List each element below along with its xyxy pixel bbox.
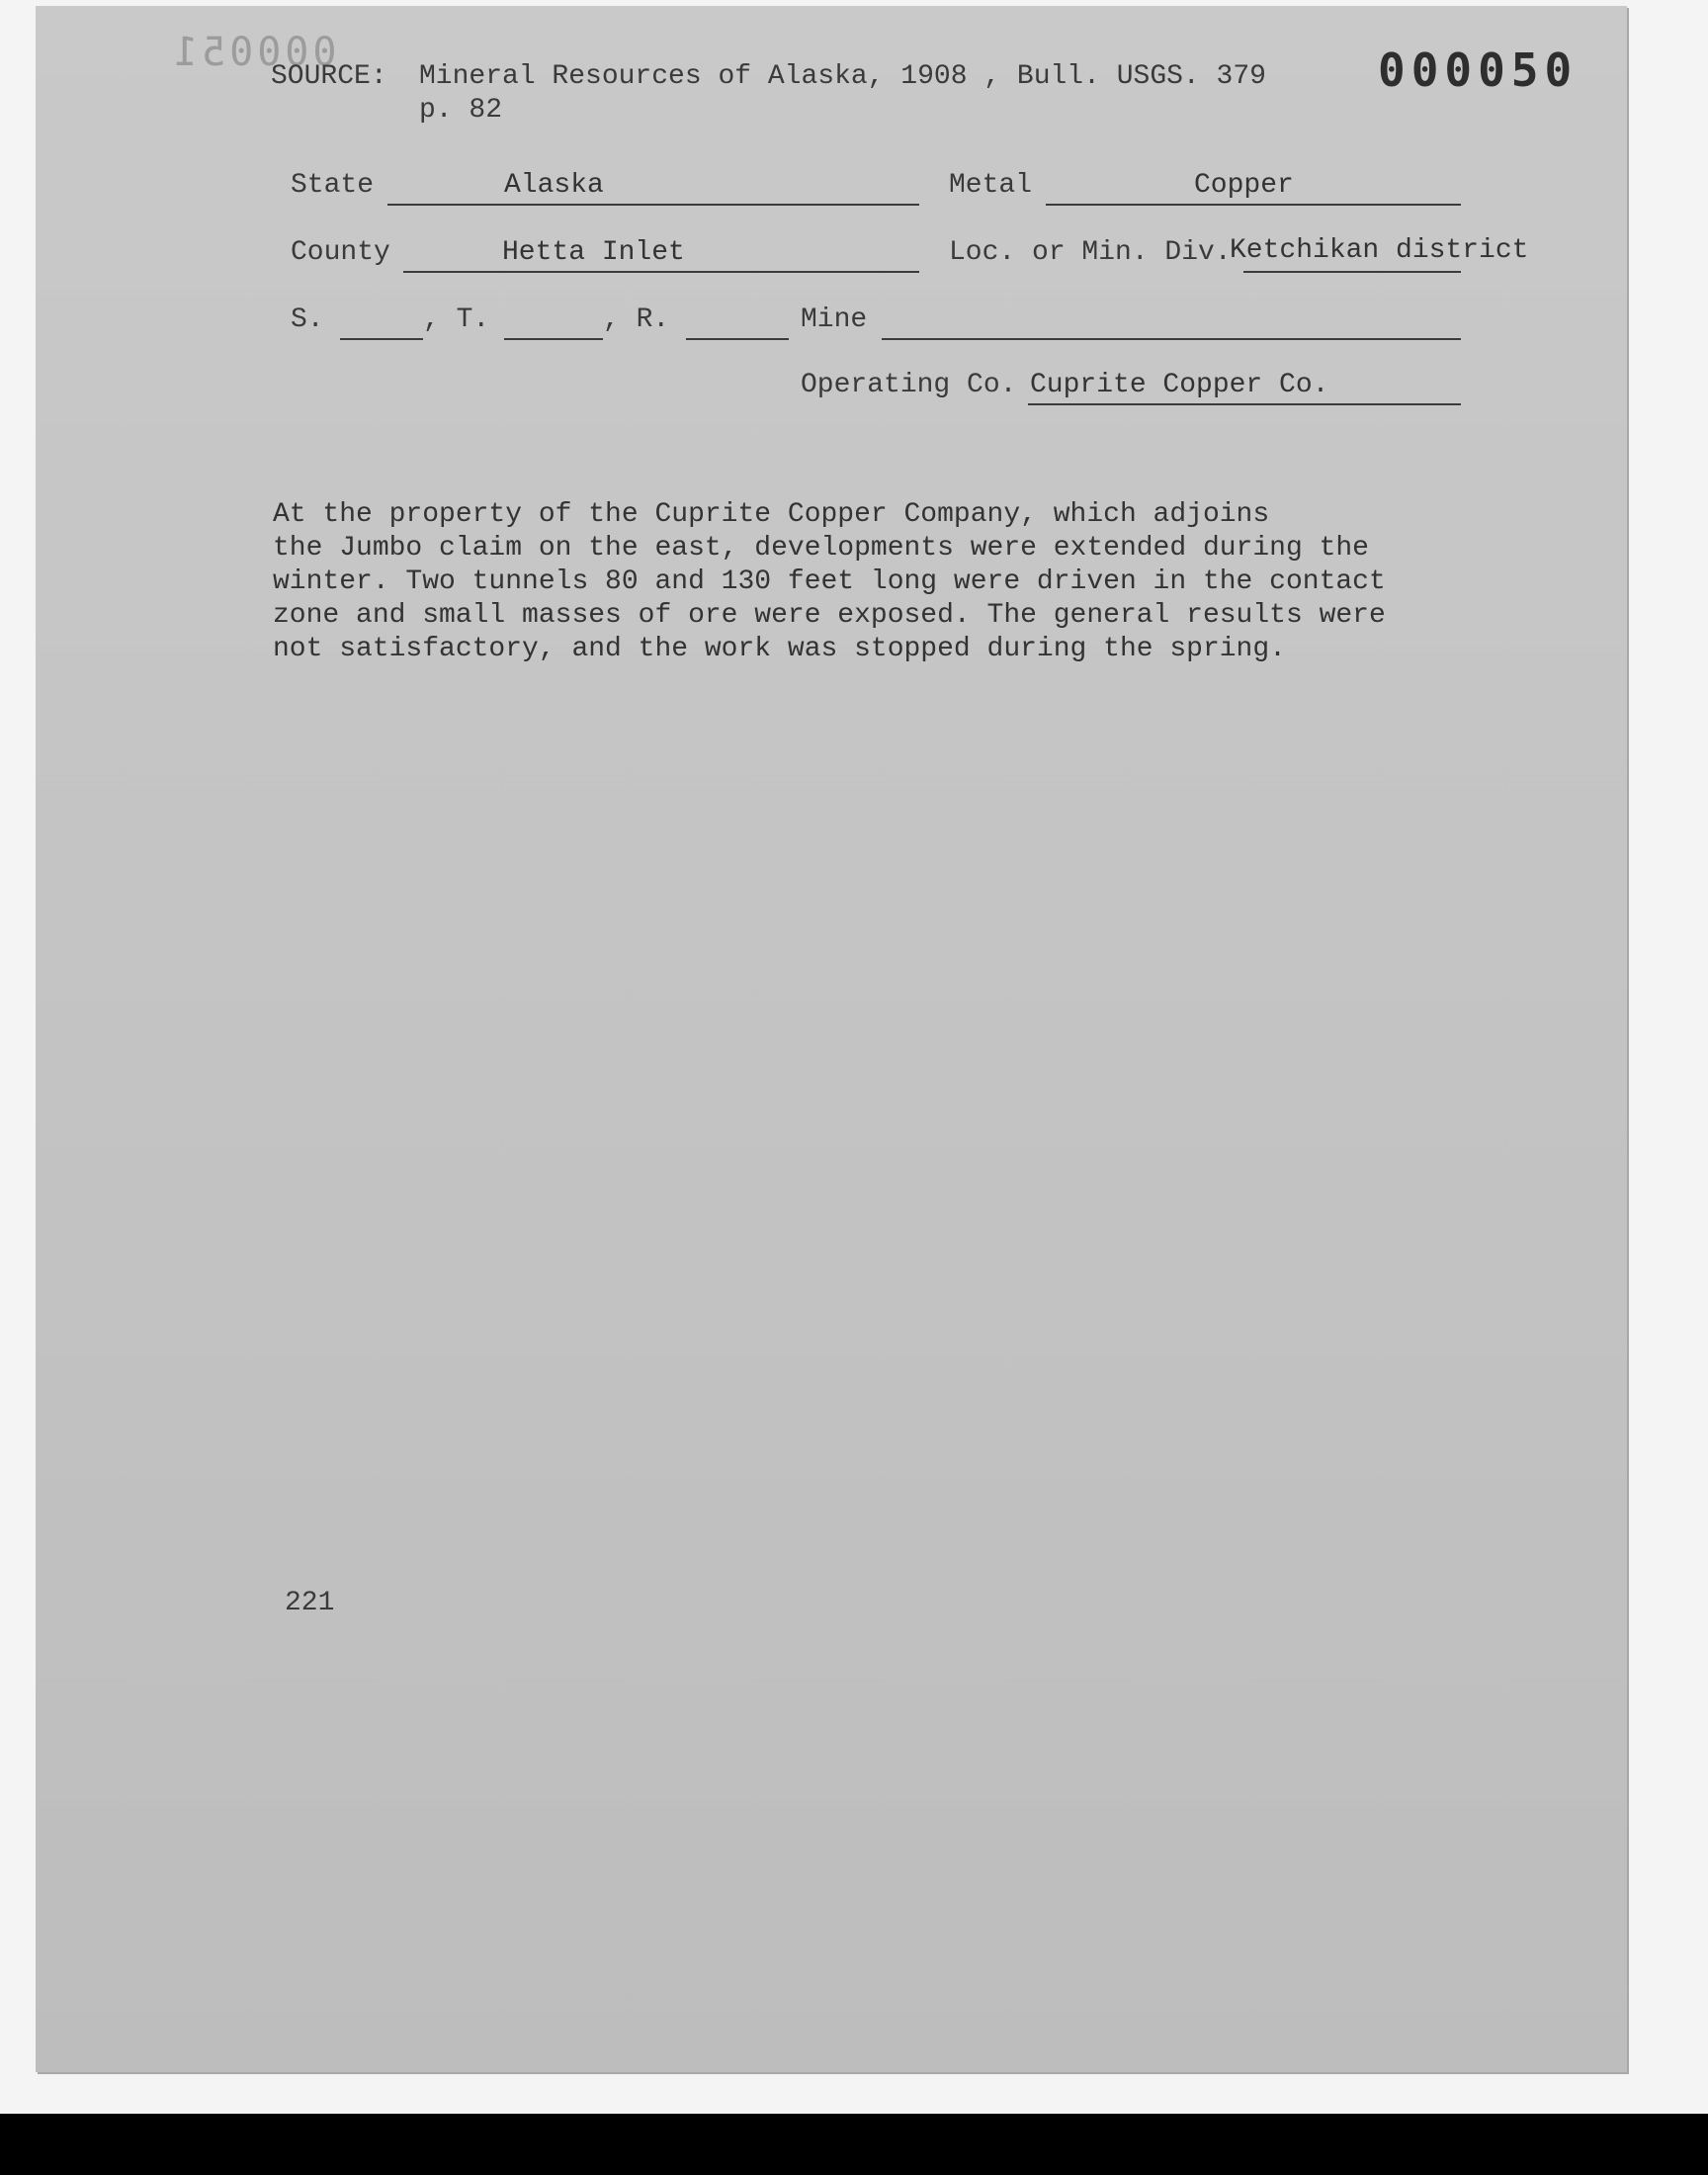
township-label: , T. [423, 304, 490, 335]
state-value: Alaska [504, 170, 604, 201]
source-label: SOURCE: [271, 61, 387, 92]
loc-value: Ketchikan district [1230, 235, 1529, 266]
source-citation: Mineral Resources of Alaska, 1908 , Bull. USGS. 379 [419, 61, 1266, 92]
record-number-stamp: 000050 [1378, 44, 1579, 97]
source-page: p. 82 [419, 95, 503, 126]
loc-line [1243, 271, 1461, 273]
county-line [403, 271, 919, 273]
operating-company-line [1028, 403, 1461, 405]
operating-company-value: Cuprite Copper Co. [1030, 370, 1329, 400]
section-label: S. [291, 304, 324, 335]
operating-company-label: Operating Co. [801, 370, 1017, 400]
faded-record-number: 000051 [170, 30, 337, 75]
metal-label: Metal [949, 170, 1033, 201]
county-label: County [291, 237, 390, 268]
mine-line [882, 338, 1461, 340]
state-line [387, 204, 919, 206]
state-label: State [291, 170, 375, 201]
township-line [504, 338, 603, 340]
county-value: Hetta Inlet [502, 237, 685, 268]
page-number: 221 [285, 1588, 335, 1618]
body-paragraph: At the property of the Cuprite Copper Company, which adjoins the Jumbo claim on the east, developments were extended during the winter. Two tunnels 80 and 130 feet long were driven in the contact zone and small masses of ore were exposed. The general results were not satisfactory, and the work was stopped during the spring. [273, 499, 1386, 664]
section-line [340, 338, 423, 340]
mine-label: Mine [801, 304, 868, 335]
metal-line [1046, 204, 1461, 206]
metal-value: Copper [1194, 170, 1294, 201]
loc-label: Loc. or Min. Div. [949, 237, 1232, 268]
scan-bottom-border [0, 2114, 1708, 2175]
range-line [686, 338, 789, 340]
range-label: , R. [603, 304, 670, 335]
